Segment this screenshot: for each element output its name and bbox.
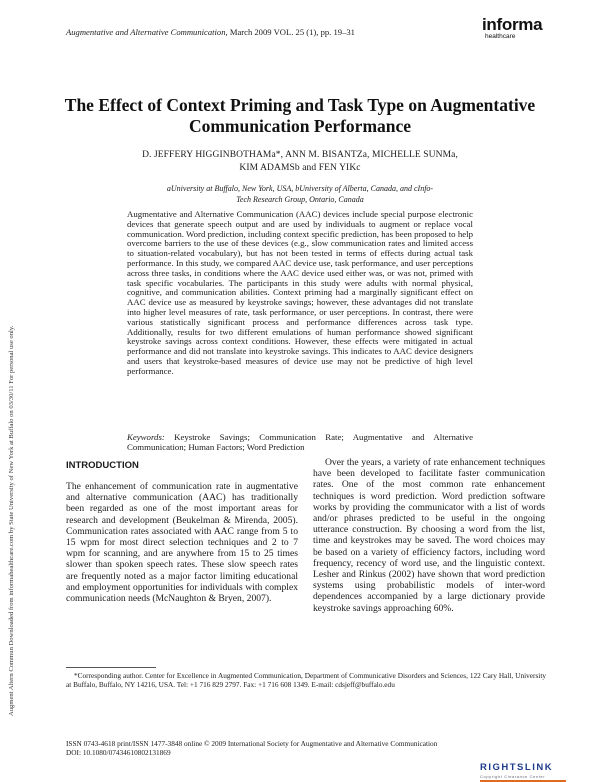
keywords-list: Keystroke Savings; Communication Rate; Augmentative and Alternative Communication; Human Factors; Word Prediction: [127, 432, 473, 452]
keywords-label: Keywords:: [127, 432, 165, 442]
rightslink-sub: Copyright Clearance Center: [480, 774, 546, 779]
journal-issue: , March 2009 VOL. 25 (1), pp. 19–31: [225, 27, 355, 37]
publisher-logo-sub: healthcare: [485, 33, 516, 40]
body-column-left: [66, 457, 298, 604]
publisher-logo-name: informa: [482, 15, 543, 34]
article-title: The Effect of Context Priming and Task Type on Augmentative Communication Performance: [64, 95, 536, 136]
journal-citation: [66, 27, 355, 37]
authors-line-2: KIM ADAMSb and FEN YIKc: [239, 163, 361, 173]
footnote-divider: [66, 667, 156, 668]
issn-line: ISSN 0743-4618 print/ISSN 1477-3848 online © 2009 International Society for Augmentative and Alternative Communication: [66, 739, 438, 748]
issn-block: [66, 739, 566, 758]
journal-name: Augmentative and Alternative Communication: [66, 27, 226, 37]
affiliations: aUniversity at Buffalo, New York, USA, bUniversity of Alberta, Canada, and cInfo-Tech Research Group, Ontario, Canada: [166, 184, 434, 204]
download-watermark: Augment Altern Commun Downloaded from informahealthcare.com by State University of New York at Buffalo on 03/30/11 For personal use only.: [8, 325, 15, 716]
body-column-right: [313, 457, 545, 614]
footnote: [66, 671, 546, 690]
correspondence-note: *Corresponding author. Center for Excellence in Augmented Communication, Department of Communicative Disorders and Sciences, 122 Cary Hall, University at Buffalo, Buffalo, NY 14216, USA. Tel: +1 716 829 2797. Fax: +1 716 608 1349. E-mail: cdsjeff@buffalo.edu: [66, 671, 546, 690]
rightslink-label: RIGHTSLINK: [480, 762, 554, 773]
intro-paragraph-1: The enhancement of communication rate in augmentative and alternative communication (AAC) has traditionally been regarded as one of the most important areas for research and development (Beukelman & Mirenda, 2005). Communication rates associated with AAC range from 5 to 15 wpm for most direct selection techniques and 2 to 7 wpm for scanning, and are anywhere from 15 to 25 times slower than spoken speech rates. These slow speech rates are frequently noted as a major factor limiting educational and employment opportunities for individuals with complex communication needs (McNaughton & Bryen, 2007).: [66, 481, 298, 605]
doi-line: DOI: 10.1080/07434610802131869: [66, 748, 171, 758]
authors-line-1: D. JEFFERY HIGGINBOTHAMa*, ANN M. BISANTZa, MICHELLE SUNMa,: [142, 150, 458, 160]
intro-paragraph-2: Over the years, a variety of rate enhancement techniques have been developed to facilitate faster communication rates. One of the most common rate enhancement techniques is word prediction. Word prediction software works by providing the communicator with a list of words and/or phrases predicted to be useful in the ongoing utterance construction. By choosing a word from the list, time and keystrokes may be saved. The word choices may be based on a variety of efficiency factors, including word frequency, recency of word use, and the linguistic context. Lesher and Rinkus (2002) have shown that word prediction systems using probabilistic models of inter-word dependences accompanied by a large dictionary provide keystroke savings approaching 60%.: [313, 457, 545, 614]
rightslink-logo[interactable]: [480, 757, 590, 782]
section-heading: INTRODUCTION: [66, 460, 139, 471]
publisher-logo: [482, 16, 572, 41]
abstract: Augmentative and Alternative Communication (AAC) devices include special purpose electronic devices that generate speech output and are used by individuals to augment or replace vocal communication. Word prediction, including context specific prediction, has been proposed to help overcome barriers to the use of these devices (e.g., slow communication rates and limited access to situation-related vocabulary), but has not been tested in terms of effects during actual task performance. In this study, we compared AAC device use, task performance, and user perceptions across three tasks, in conditions where the AAC device used either was, or was not, primed with task specific vocabularies. The participants in this study were adults with normal physical, cognitive, and communication abilities. Context priming had a marginally significant effect on AAC device use as measured by keystroke savings; however, these advantages did not translate into higher level measures of rate, task performance, or user perceptions. In contrast, there were various statistically significant process and performance differences across task type. Additionally, results for two different emulations of human performance showed significant keystroke savings across context conditions. However, these effects were mitigated in actual performance and did not translate into keystroke savings. This indicates to AAC device designers and users that keystroke-based measures of device use may not be predictive of high level performance.: [127, 209, 473, 376]
author-list: [60, 149, 540, 175]
keywords: [127, 432, 473, 452]
